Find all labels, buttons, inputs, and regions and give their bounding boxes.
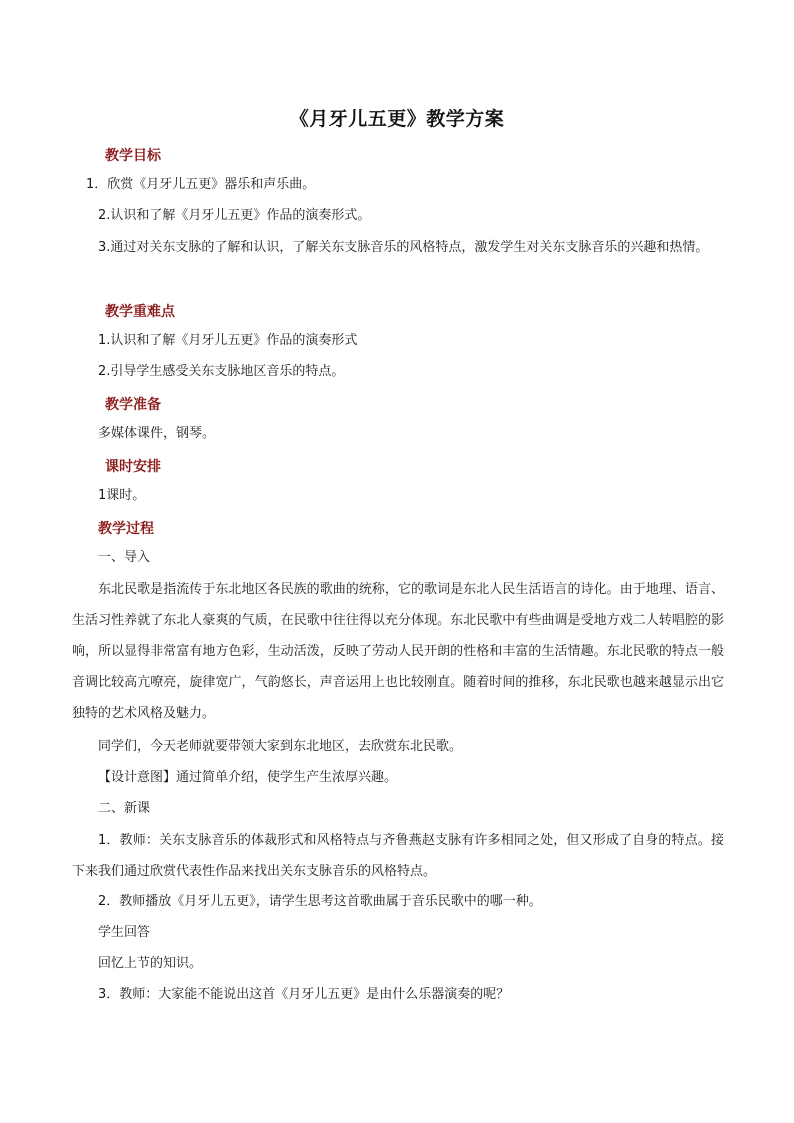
key-points-heading: 教学重难点 <box>105 304 175 320</box>
intro-heading: 一、导入 <box>98 550 151 565</box>
objective-item-3: 3.通过对关东支脉的了解和认识，了解关东支脉音乐的风格特点，激发学生对关东支脉音乐的兴趣和热情。 <box>98 240 709 255</box>
key-point-item-1: 1.认识和了解《月牙儿五更》作品的演奏形式 <box>98 333 358 348</box>
intro-paragraph: 东北民歌是指流传于东北地区各民族的歌曲的统称，它的歌词是东北人民生活语言的诗化。由于地理、语言、生活习性养就了东北人豪爽的气质，在民歌中往往得以充分体现。东北民歌中有些曲调是受地方戏二人转唱腔的影响，所以显得非常富有地方色彩，生动活泼，反映了劳动人民开朗的性格和丰富的生活情趣。东北民歌的特点一般音调比较高亢嘹亮，旋律宽广，气韵悠长，声音运用上也比较刚直。随着时间的推移，东北民歌也越来越显示出它独特的艺术风格及魅力。 <box>72 582 724 721</box>
design-intent: 【设计意图】通过简单介绍，使学生产生浓厚兴趣。 <box>98 770 398 785</box>
schedule-text: 1课时。 <box>98 488 146 503</box>
preparation-text: 多媒体课件，钢琴。 <box>98 426 216 441</box>
intro-line-2: 同学们，今天老师就要带领大家到东北地区，去欣赏东北民歌。 <box>98 739 463 754</box>
new-lesson-heading: 二、新课 <box>98 801 151 816</box>
objective-item-1: 1．欣赏《月牙儿五更》器乐和声乐曲。 <box>86 177 316 192</box>
step-1: 1．教师：关东支脉音乐的体裁形式和风格特点与齐鲁燕赵支脉有许多相同之处，但又形成了自身的特点。接下来我们通过欣赏代表性作品来找出关东支脉音乐的风格特点。 <box>72 833 724 879</box>
step-3: 3．教师：大家能不能说出这首《月牙儿五更》是由什么乐器演奏的呢？ <box>98 987 510 1002</box>
student-answer: 学生回答 <box>98 925 151 940</box>
preparation-heading: 教学准备 <box>105 397 161 413</box>
schedule-heading: 课时安排 <box>105 459 161 475</box>
objectives-heading: 教学目标 <box>105 148 161 164</box>
objective-item-2: 2.认识和了解《月牙儿五更》作品的演奏形式。 <box>98 208 371 223</box>
step-2: 2．教师播放《月牙儿五更》，请学生思考这首歌曲属于音乐民歌中的哪一种。 <box>98 894 542 909</box>
recall-text: 回忆上节的知识。 <box>98 956 203 971</box>
process-heading: 教学过程 <box>98 521 154 537</box>
key-point-item-2: 2.引导学生感受关东支脉地区音乐的特点。 <box>98 364 345 379</box>
document-title: 《月牙儿五更》教学方案 <box>289 108 505 130</box>
